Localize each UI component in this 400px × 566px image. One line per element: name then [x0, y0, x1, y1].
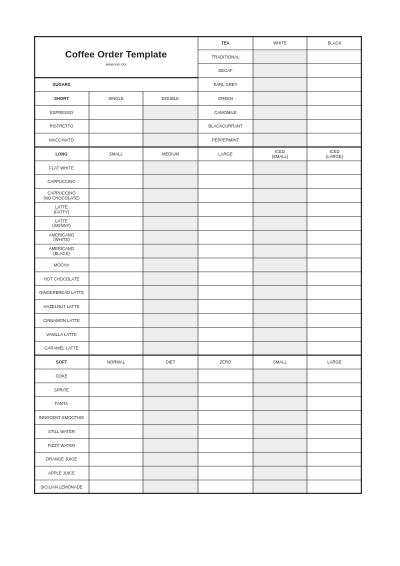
column-shading — [143, 105, 198, 147]
long-header-cell: ICED (LARGE) — [326, 149, 343, 159]
order-sheet — [34, 36, 362, 494]
soft-header-cell: SOFT — [55, 359, 68, 365]
tea-header-cell: TEA — [221, 40, 230, 46]
long-row-label: AMERICANO (WHITE) — [48, 232, 75, 243]
long-row-label: MOCHA — [53, 262, 70, 268]
soft-row-label: STILL WATER — [48, 428, 75, 434]
long-header-cell: SMALL — [109, 151, 123, 157]
long-header-cell: ICED (SMALL) — [271, 149, 289, 159]
tea-row-label: DECAF — [218, 68, 233, 74]
long-row-label: FLAT WHITE — [49, 165, 74, 171]
page-title: Coffee Order Template — [65, 49, 167, 61]
long-header-cell: LONG — [55, 151, 68, 157]
short-row-label: RISTRETTO — [49, 123, 74, 129]
soft-header-cell: NORMAL — [107, 359, 125, 365]
tea-row-label: BLACKCURRANT — [208, 123, 243, 129]
long-row-label: AMERICANO (BLACK) — [48, 246, 75, 256]
tea-row-label: EARL GREY — [213, 82, 238, 88]
long-row-label: CAPPUCCINO — [47, 179, 76, 185]
short-header-cell: SINGLE — [108, 95, 124, 101]
soft-row-label: INNOCENT SMOOTHIE — [38, 415, 85, 421]
soft-row-label: SICILIAN LEMONADE — [40, 484, 83, 490]
column-shading — [143, 369, 198, 494]
column-shading — [253, 369, 307, 494]
long-header-cell: LARGE — [218, 151, 233, 157]
soft-header-cell: ZERO — [219, 359, 232, 365]
page-subtitle: www.xxx.xxx — [105, 62, 127, 67]
long-header-cell: MEDIUM — [162, 151, 179, 157]
soft-row-label: COKE — [55, 373, 68, 379]
short-header-cell: DOUBLE — [161, 95, 180, 101]
short-header-cell: SHORT — [54, 95, 69, 101]
tea-row-label: PEPPERMINT — [211, 137, 240, 143]
soft-row-label: ORANGE JUICE — [45, 456, 78, 462]
long-row-label: VANILLA LATTE — [46, 331, 77, 337]
tea-row-label: CAMOMILE — [214, 109, 237, 115]
long-row-label: LATTE (SKINNY) — [52, 218, 71, 229]
short-row-label: ESPRESSO — [49, 109, 74, 115]
long-row-label: HAZELNUT LATTE — [43, 304, 80, 310]
short-row-label: MACCHIATO — [49, 137, 74, 143]
long-row-label: CARAMEL LATTE — [44, 345, 79, 351]
long-row-label: GINGERBREAD LATTE — [39, 290, 84, 296]
column-shading — [253, 50, 307, 147]
long-row-label: HOT CHOCOLATE — [43, 276, 80, 282]
long-row-label: CINNAMON LATTE — [43, 317, 80, 323]
long-row-label: LATTE (FATTY) — [53, 204, 70, 215]
order-table — [34, 36, 362, 494]
soft-row-label: FIZZY WATER — [47, 442, 76, 448]
tea-row-label: GREEN — [218, 95, 233, 101]
soft-row-label: SPRITE — [53, 387, 70, 393]
long-row-label: CAPPUCCINO (NO CHOCOLATE) — [43, 190, 80, 201]
soft-row-label: FANTA — [54, 401, 69, 407]
tea-header-cell: BLACK — [327, 40, 342, 46]
sugars-label: SUGARS — [52, 82, 71, 88]
soft-header-cell: SMALL — [273, 359, 287, 365]
tea-row-label: TRADITIONAL — [211, 54, 240, 60]
tea-header-cell: WHITE — [273, 40, 287, 46]
soft-header-cell: LARGE — [327, 359, 342, 365]
soft-header-cell: DIET — [165, 359, 176, 365]
soft-row-label: APPLE JUICE — [48, 470, 75, 476]
